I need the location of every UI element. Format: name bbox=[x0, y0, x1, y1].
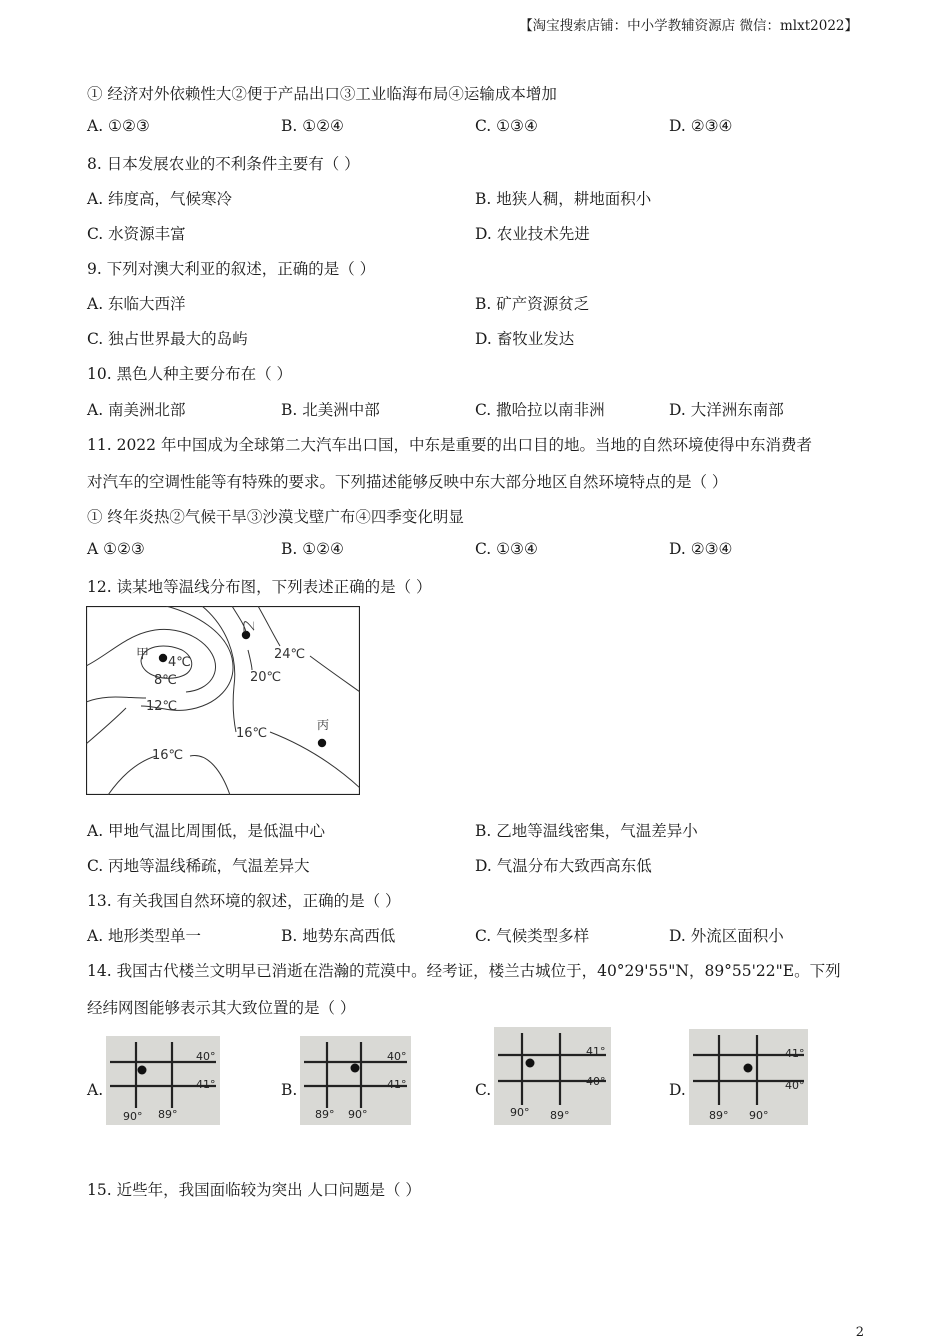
isotherm-20: 20℃ bbox=[250, 670, 282, 685]
q14-grid-c bbox=[494, 1027, 611, 1125]
isotherm-map bbox=[86, 606, 360, 795]
q11-stem-line2: 对汽车的空调性能等有特殊的要求。下列描述能够反映中东大部分地区自然环境特点的是（ ） bbox=[87, 473, 728, 491]
grid-d-lat-top: 41° bbox=[785, 1047, 805, 1060]
q14-grid-a-svg bbox=[106, 1036, 220, 1125]
q14-grid-b-svg bbox=[300, 1036, 411, 1125]
q14-option-d-label: D. bbox=[669, 1081, 686, 1099]
grid-b-lon-left: 89° bbox=[315, 1108, 335, 1121]
q10-option-a: A. 南美洲北部 bbox=[87, 401, 186, 419]
grid-c-lat-bottom: 40° bbox=[586, 1075, 606, 1088]
page-number: 2 bbox=[855, 1325, 864, 1340]
grid-b-lat-top: 40° bbox=[387, 1050, 407, 1063]
grid-d-lon-left: 89° bbox=[709, 1109, 729, 1122]
q14-grid-a bbox=[106, 1036, 220, 1125]
q7-option-b: B. ①②④ bbox=[281, 117, 344, 135]
q8-option-c: C. 水资源丰富 bbox=[87, 225, 186, 243]
q11-option-d: D. ②③④ bbox=[669, 540, 733, 558]
q12-option-c: C. 丙地等温线稀疏，气温差异大 bbox=[87, 857, 310, 875]
label-bing: 丙 bbox=[317, 718, 330, 732]
q13-option-b: B. 地势东高西低 bbox=[281, 927, 396, 945]
grid-b-lon-right: 90° bbox=[348, 1108, 368, 1121]
grid-b-lat-bottom: 41° bbox=[387, 1078, 407, 1091]
grid-c-lat-top: 41° bbox=[586, 1045, 606, 1058]
q9-option-a: A. 东临大西洋 bbox=[87, 295, 186, 313]
q12-option-d: D. 气温分布大致西高东低 bbox=[475, 857, 652, 875]
q12-stem: 12. 读某地等温线分布图，下列表述正确的是（ ） bbox=[87, 578, 432, 596]
grid-d-lat-bottom: 40° bbox=[785, 1079, 805, 1092]
q15-stem: 15. 近些年，我国面临较为突出 人口问题是（ ） bbox=[87, 1181, 421, 1199]
q13-stem: 13. 有关我国自然环境的叙述，正确的是（ ） bbox=[87, 892, 401, 910]
point-bing-marker bbox=[318, 739, 326, 747]
isotherm-16-left: 16℃ bbox=[152, 748, 184, 763]
label-yi: 乙 bbox=[240, 620, 255, 634]
q10-option-c: C. 撒哈拉以南非洲 bbox=[475, 401, 605, 419]
q13-option-c: C. 气候类型多样 bbox=[475, 927, 590, 945]
q8-stem: 8. 日本发展农业的不利条件主要有（ ） bbox=[87, 155, 360, 173]
isotherm-map-svg bbox=[86, 606, 360, 795]
q11-option-b: B. ①②④ bbox=[281, 540, 344, 558]
isotherm-24: 24℃ bbox=[274, 647, 306, 662]
q14-option-c-label: C. bbox=[475, 1081, 492, 1099]
q8-option-a: A. 纬度高，气候寒冷 bbox=[87, 190, 233, 208]
label-jia: 甲 bbox=[136, 647, 150, 662]
q10-stem: 10. 黑色人种主要分布在（ ） bbox=[87, 365, 293, 383]
grid-c-lon-left: 90° bbox=[510, 1106, 530, 1119]
q9-stem: 9. 下列对澳大利亚的叙述，正确的是（ ） bbox=[87, 260, 376, 278]
q14-grid-c-svg bbox=[494, 1027, 611, 1125]
q10-option-d: D. 大洋洲东南部 bbox=[669, 401, 784, 419]
q14-option-b-label: B. bbox=[281, 1081, 298, 1099]
q14-grid-b bbox=[300, 1036, 411, 1125]
grid-a-lon-right: 89° bbox=[158, 1108, 178, 1121]
q7-option-a: A. ①②③ bbox=[87, 117, 150, 135]
q10-option-b: B. 北美洲中部 bbox=[281, 401, 380, 419]
q7-option-d: D. ②③④ bbox=[669, 117, 733, 135]
q13-option-d: D. 外流区面积小 bbox=[669, 927, 784, 945]
grid-a-lat-top: 40° bbox=[196, 1050, 216, 1063]
q7-option-c: C. ①③④ bbox=[475, 117, 538, 135]
q14-grid-d bbox=[689, 1029, 808, 1125]
isotherm-4: 4℃ bbox=[168, 655, 191, 670]
q9-option-d: D. 畜牧业发达 bbox=[475, 330, 575, 348]
q11-sub: ① 终年炎热②气候干旱③沙漠戈壁广布④四季变化明显 bbox=[87, 508, 464, 526]
page-header: 【淘宝搜索店铺：中小学教辅资源店 微信：mlxt2022】 bbox=[519, 18, 858, 34]
q14-stem-line1: 14. 我国古代楼兰文明早已消逝在浩瀚的荒漠中。经考证，楼兰古城位于，40°29'55"N，89°55'22"E。下列 bbox=[87, 962, 841, 980]
point-jia-marker bbox=[159, 654, 167, 662]
q14-option-a-label: A. bbox=[87, 1081, 104, 1099]
grid-d-lon-right: 90° bbox=[749, 1109, 769, 1122]
q12-option-b: B. 乙地等温线密集，气温差异小 bbox=[475, 822, 698, 840]
q12-option-a: A. 甲地气温比周围低，是低温中心 bbox=[87, 822, 326, 840]
q9-option-c: C. 独占世界最大的岛屿 bbox=[87, 330, 248, 348]
q13-option-a: A. 地形类型单一 bbox=[87, 927, 202, 945]
q7-stem: ① 经济对外依赖性大②便于产品出口③工业临海布局④运输成本增加 bbox=[87, 85, 557, 103]
q11-option-a: A ①②③ bbox=[87, 540, 145, 558]
isotherm-12: 12℃ bbox=[146, 699, 178, 714]
q11-stem-line1: 11. 2022 年中国成为全球第二大汽车出口国，中东是重要的出口目的地。当地的自然环境使得中东消费者 bbox=[87, 436, 812, 454]
isotherm-16-right: 16℃ bbox=[236, 726, 268, 741]
q8-option-b: B. 地狭人稠，耕地面积小 bbox=[475, 190, 652, 208]
grid-a-lon-left: 90° bbox=[123, 1110, 143, 1123]
grid-a-lat-bottom: 41° bbox=[196, 1078, 216, 1091]
isotherm-8: 8℃ bbox=[154, 673, 177, 688]
q14-grid-d-svg bbox=[689, 1029, 808, 1125]
q14-stem-line2: 经纬网图能够表示其大致位置的是（ ） bbox=[87, 999, 356, 1017]
grid-c-lon-right: 89° bbox=[550, 1109, 570, 1122]
q9-option-b: B. 矿产资源贫乏 bbox=[475, 295, 590, 313]
q11-option-c: C. ①③④ bbox=[475, 540, 538, 558]
q8-option-d: D. 农业技术先进 bbox=[475, 225, 590, 243]
